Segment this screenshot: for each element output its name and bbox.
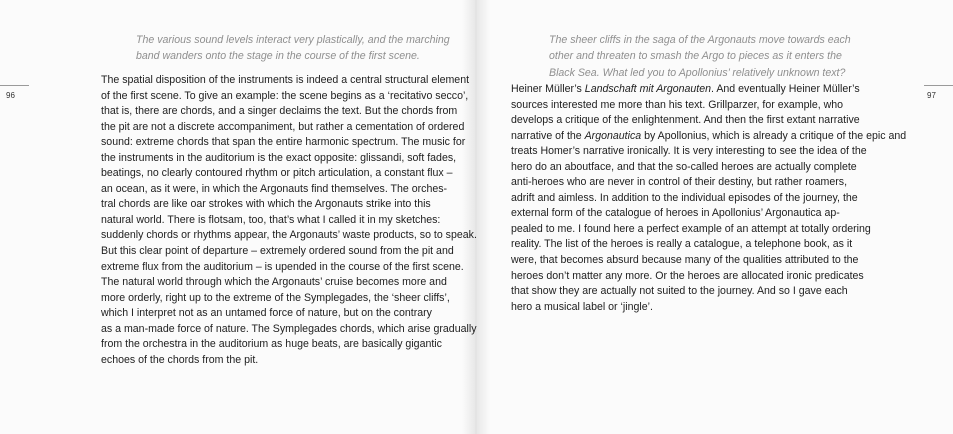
work-title: Argonautica bbox=[584, 129, 642, 142]
text-line: sources interested me more than his text. Grillparzer, for example, who bbox=[511, 98, 844, 111]
right-page-number: 97 bbox=[927, 91, 936, 100]
text-line bbox=[511, 129, 906, 145]
text-line: the pit are not a discrete accompaniment, but rather a cementation of ordered bbox=[101, 120, 465, 133]
text-line: more orderly, right up to the extreme of the Symplegades, the ‘sheer cliffs’, bbox=[101, 291, 450, 304]
text-line: natural world. There is flotsam, too, that’s what I called it in my sketches: bbox=[101, 213, 441, 226]
work-title: Landschaft mit Argonauten bbox=[584, 83, 712, 95]
text-line: extreme flux from the auditorium – is upended in the course of the first scene. bbox=[101, 260, 464, 273]
text-fragment: by Apollonius, which is already a critique of the epic and bbox=[641, 129, 907, 142]
text-line: anti-heroes who are never in control of their destiny, but rather roamers, bbox=[511, 176, 848, 189]
text-line bbox=[511, 82, 906, 98]
text-line: But this clear point of departure – extremely ordered sound from the pit and bbox=[101, 245, 454, 258]
text-line: pealed to me. I found here a perfect example of an attempt at totally ordering bbox=[511, 222, 871, 235]
text-fragment: narrative of the bbox=[511, 129, 585, 142]
text-line: which I interpret not as an untamed force of nature, but on the contrary bbox=[101, 307, 432, 320]
right-interview-question bbox=[549, 32, 851, 81]
text-line: The natural world through which the Argonauts’ cruise becomes more and bbox=[101, 276, 447, 289]
text-line: treats Homer’s narrative ironically. It is very interesting to see the idea of the bbox=[511, 145, 867, 158]
text-fragment: . And eventually Heiner Müller’s bbox=[711, 83, 860, 95]
text-line: that show they are actually not suited to the journey. And so I gave each bbox=[511, 285, 848, 298]
text-line: suddenly chords or rhythms appear, the Argonauts’ waste products, so to speak. bbox=[101, 229, 477, 242]
text-line: reality. The list of the heroes is really a catalogue, a telephone book, as it bbox=[511, 238, 853, 251]
text-line: were, that becomes absurd because many of the qualities attributed to the bbox=[511, 254, 859, 267]
text-line: hero a musical label or ‘jingle’. bbox=[511, 300, 653, 313]
quote-line: The sheer cliffs in the saga of the Argonauts move towards each bbox=[549, 34, 851, 46]
text-line: that is, there are chords, and a singer declaims the text. But the chords from bbox=[101, 105, 458, 118]
text-line: sound: extreme chords that span the entire harmonic spectrum. The music for bbox=[101, 136, 466, 149]
right-margin-rule bbox=[924, 85, 953, 86]
text-line: adrift and aimless. In addition to the individual episodes of the journey, the bbox=[511, 191, 858, 204]
text-line: beatings, no clearly contoured rhythm or pitch articulation, a constant flux – bbox=[101, 167, 453, 180]
text-line: an ocean, as it were, in which the Argonauts find themselves. The orches- bbox=[101, 182, 448, 195]
right-answer-text bbox=[511, 82, 906, 315]
quote-line: Black Sea. What led you to Apollonius’ relatively unknown text? bbox=[549, 66, 846, 79]
left-interview-question bbox=[136, 32, 450, 65]
text-fragment: Heiner Müller’s bbox=[511, 83, 585, 95]
text-line: develops a critique of the enlightenment. And then the first extant narrative bbox=[511, 114, 860, 127]
text-line: The spatial disposition of the instruments is indeed a central structural element bbox=[101, 74, 470, 86]
quote-line: band wanders onto the stage in the course of the first scene. bbox=[136, 50, 420, 63]
text-line: tral chords are like oar strokes with which the Argonauts strike into this bbox=[101, 198, 431, 211]
text-line: from the orchestra in the auditorium as huge beats, are basically gigantic bbox=[101, 338, 442, 351]
text-line: echoes of the chords from the pit. bbox=[101, 353, 259, 366]
text-line: heroes don’t matter any more. Or the heroes are allocated ironic predicates bbox=[511, 269, 864, 282]
text-line: external form of the catalogue of heroes in Apollonius’ Argonautica ap- bbox=[511, 207, 840, 220]
text-line: the instruments in the auditorium is the exact opposite: glissandi, soft fades, bbox=[101, 151, 457, 164]
quote-line: other and threaten to smash the Argo to pieces as it enters the bbox=[549, 50, 842, 63]
text-line: of the first scene. To give an example: the scene begins as a ‘recitativo secco’, bbox=[101, 89, 469, 102]
left-page-number: 96 bbox=[6, 91, 15, 100]
text-line: hero do an aboutface, and that the so-called heroes are actually complete bbox=[511, 160, 857, 173]
left-margin-rule bbox=[0, 85, 29, 86]
left-answer-text bbox=[101, 73, 477, 368]
quote-line: The various sound levels interact very plastically, and the marching bbox=[136, 34, 450, 46]
text-line: as a man-made force of nature. The Symplegades chords, which arise gradually bbox=[101, 322, 477, 335]
